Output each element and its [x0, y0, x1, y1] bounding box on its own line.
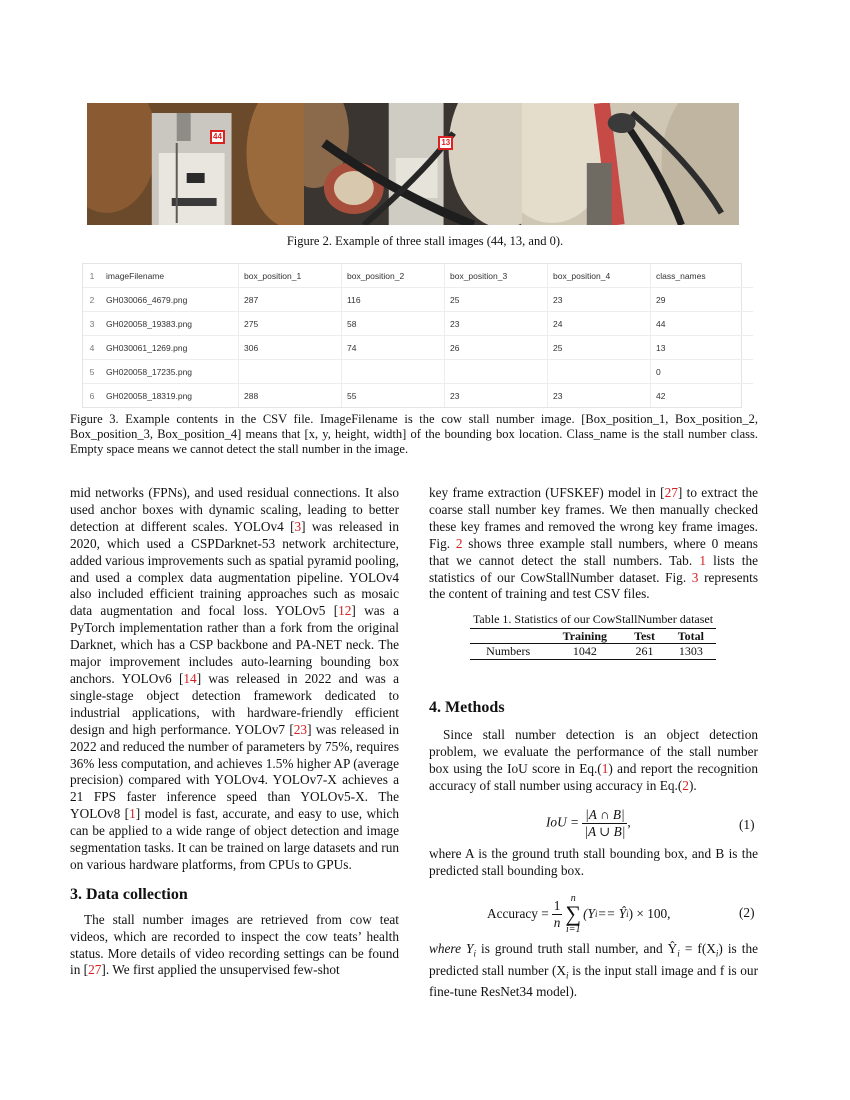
fraction-denominator: n [553, 914, 561, 930]
csv-cell: 288 [239, 384, 342, 408]
table-row [470, 644, 716, 660]
equation-lhs: Accuracy = [487, 906, 549, 921]
table-ref-link[interactable]: 1 [699, 552, 706, 568]
sum-upper: n [570, 893, 576, 904]
equation-number: (1) [739, 817, 755, 832]
equation-ref-link[interactable]: 2 [682, 777, 689, 793]
text-run: represents the content of training and test CSV files. [429, 569, 758, 602]
csv-cell: box_position_1 [239, 264, 342, 288]
csv-cell: 24 [548, 312, 651, 336]
table-header: Training [562, 629, 608, 643]
csv-row [83, 288, 753, 312]
equation-body: ) × 100, [628, 906, 671, 921]
csv-cell: 13 [651, 336, 754, 360]
csv-line-number: 5 [83, 360, 101, 384]
table-cell: 1303 [678, 644, 703, 658]
citation-link[interactable]: 3 [294, 518, 302, 534]
csv-cell: GH030066_4679.png [101, 288, 239, 312]
text-run: Since stall number detection is an object detection problem, we evaluate the performance of the stall number box using the IoU score in Eq.( [429, 726, 758, 776]
section-heading-methods: 4. Methods [429, 699, 505, 716]
figure-2-caption: Figure 2. Example of three stall images (44, 13, and 0). [286, 234, 564, 248]
csv-cell: 42 [656, 390, 666, 401]
stall-photo-graphic [522, 103, 739, 225]
text-run: is the input stall image and f is our fine-tune ResNet34 model). [429, 962, 758, 1000]
figure-3-caption: Figure 3. Example contents in the CSV file. ImageFilename is the cow stall number image. [Box_position_1, Box_position_2, Box_position_3, Box_position_4] means that [x, y, height, width] of the bounding box location. Class_name is the stall number class. Empty space means we cannot detect the stall number in the image. [70, 412, 758, 456]
csv-cell: class_names [651, 264, 754, 288]
equation-body: == Ŷ [597, 906, 627, 921]
paragraph-yolo-history [70, 485, 399, 874]
citation-link[interactable]: 1 [129, 806, 136, 822]
csv-line-number: 4 [83, 336, 101, 360]
csv-cell: 44 [651, 312, 754, 336]
csv-row [83, 384, 753, 408]
equation-fraction [582, 807, 627, 840]
csv-cell: box_position_2 [342, 264, 445, 288]
equation-1: IoU = $\frac{|A \cap B|}{|A \cup B|}$ , [546, 807, 631, 839]
table-header: Test [634, 629, 655, 643]
text-run: mid networks (FPNs), and used residual connections. It also used anchor boxes with dynamic scaling, leading to better detection at different scales. YOLOv4 [ [70, 485, 399, 534]
text-run: ] was released in 2022 and reduced the number of parameters by 75%, requires 36% less computation, and achieves 1.5% higher AP (average precision) compared with YOLOv4. YOLOv7-X achieves a 21 FPS faster inference speed than YOLOv5-X. The YOLOv8 [ [70, 721, 399, 822]
csv-cell: 23 [548, 384, 651, 408]
equation-fraction [552, 898, 563, 931]
statistics-table [470, 612, 716, 660]
equation-body: (Y [583, 906, 595, 921]
csv-cell: box_position_3 [445, 264, 548, 288]
paragraph-data-collection [70, 912, 399, 980]
section-heading-data-collection: 3. Data collection [70, 885, 188, 903]
stall-image-0 [522, 103, 739, 225]
row-label: Numbers [486, 644, 531, 658]
csv-cell: GH020058_17235.png [101, 360, 239, 384]
figure-ref-link[interactable]: 2 [455, 535, 463, 551]
text-run: lists the statistics of our CowStallNumber dataset. Fig. [429, 552, 758, 585]
csv-cell: GH020058_19383.png [101, 312, 239, 336]
csv-cell: 116 [342, 288, 445, 312]
text-run: where Y [429, 941, 474, 956]
text-run: ] was a PyTorch implementation rather than a fork from the original Darknet, which has a CSP backbone and PA-NET neck. The major improvement includes auto-learning bounding box anchors. YOLOv6 [ [70, 603, 399, 686]
text-run: shows three example stall numbers, where 0 means that we cannot detect the stall numbers. Tab. [429, 535, 758, 568]
csv-cell [548, 360, 651, 384]
text-run: key frame extraction (UFSKEF) model in [ [429, 485, 665, 500]
equation-number: (2) [739, 905, 755, 920]
table-cell: 1042 [572, 644, 597, 658]
text-run: ). [688, 777, 697, 793]
csv-cell: 55 [342, 384, 445, 408]
citation-link[interactable]: 12 [338, 603, 352, 619]
csv-cell [445, 360, 548, 384]
csv-cell: 287 [239, 288, 342, 312]
sigma-icon: ∑ [565, 901, 582, 926]
csv-cell: GH030061_1269.png [101, 336, 239, 360]
csv-cell [342, 360, 445, 384]
csv-cell: imageFilename [101, 264, 239, 288]
table-cell: 261 [635, 644, 654, 658]
csv-line-number: 1 [83, 264, 101, 288]
paragraph-where-a: where A is the ground truth stall bounding box, and B is the predicted stall bounding box. [429, 846, 758, 878]
csv-cell: 23 [548, 288, 651, 312]
csv-row [83, 312, 753, 336]
methods-section [429, 700, 758, 795]
table-caption: Table 1. Statistics of our CowStallNumber dataset [472, 612, 714, 626]
csv-cell [239, 360, 342, 384]
csv-header-row [83, 264, 753, 288]
figure-ref-link[interactable]: 3 [691, 569, 699, 585]
right-column [429, 485, 758, 603]
text-run: The stall number images are retrieved from cow teat videos, which are recorded to inspect the cow teats’ health status. More details of video recording settings can be found in [ [70, 911, 399, 978]
figure-2-images [87, 103, 739, 225]
left-column [70, 485, 399, 979]
csv-cell: 275 [239, 312, 342, 336]
stall-image-44 [87, 103, 304, 225]
text-run: ] to extract the coarse stall number key frames. We then manually checked these key frames and removed the wrong key frame images. Fig. [429, 485, 758, 551]
text-run: ) is the predicted stall number (X [429, 941, 758, 978]
equation-lhs: IoU = [546, 814, 579, 830]
table-header: Total [677, 629, 704, 643]
citation-link[interactable]: 14 [183, 670, 197, 686]
text-run: is ground truth stall number, and Ŷ [475, 941, 678, 956]
text-run: ] was released in 2022 and was a single-stage object detection framework dedicated to industrial applications, with hardware-friendly efficient design and high performance. YOLOv7 [ [70, 670, 399, 737]
csv-cell: 25 [445, 288, 548, 312]
equation-2: Accuracy = $\frac{1}{n}$ n ∑ i=1 (Y i == Ŷ i ) × 100, [487, 893, 671, 935]
text-run: ) and report the recognition accuracy of stall number using accuracy in Eq.( [429, 760, 758, 793]
paragraph-where-y: where $Y_i$ is ground truth stall number, and $Ŷ_i = f(X_i)$ is the predicted stall number ($X_i$ is the input stall image and f is our fine-tune ResNet34 model). [429, 941, 758, 1000]
csv-cell: 306 [239, 336, 342, 360]
csv-row [83, 336, 753, 360]
sum-lower: i=1 [566, 924, 581, 935]
citation-link[interactable]: 27 [664, 485, 678, 500]
fraction-numerator: |A ∩ B| [582, 807, 627, 824]
csv-cell: 29 [651, 288, 754, 312]
citation-link[interactable]: 27 [88, 962, 102, 978]
paragraph-key-frames [429, 485, 758, 603]
equation-ref-link[interactable]: 1 [601, 760, 609, 776]
fraction-numerator: 1 [553, 897, 561, 913]
csv-cell: 26 [445, 336, 548, 360]
text-run: ]. We first applied the unsupervised few-shot [101, 962, 340, 978]
csv-line-number: 3 [83, 312, 101, 336]
summation [565, 893, 581, 935]
text-run: = f(X [679, 941, 716, 956]
stall-photo-graphic [304, 103, 521, 225]
csv-cell: 25 [548, 336, 651, 360]
stall-number-tag: 44 [210, 130, 225, 144]
csv-cell: 23 [445, 312, 548, 336]
csv-cell: 74 [342, 336, 445, 360]
paragraph-methods [429, 727, 758, 795]
csv-cell: GH020058_18319.png [101, 384, 239, 408]
csv-line-number: 2 [83, 288, 101, 312]
csv-row [83, 360, 753, 384]
citation-link[interactable]: 23 [293, 721, 308, 737]
text-run: ] model is fast, accurate, and easy to use, which can be applied to a wide range of object detection and image segmentation tasks. It can be trained on large datasets and run on various hardware platforms, from CPUs to GPUs. [70, 806, 399, 872]
csv-example-table [82, 263, 742, 408]
fraction-denominator: |A ∪ B| [584, 824, 626, 839]
csv-cell: 0 [651, 360, 754, 384]
csv-line-number: 6 [89, 390, 95, 401]
table-header [470, 629, 546, 644]
csv-cell: 58 [342, 312, 445, 336]
csv-cell: 23 [445, 384, 548, 408]
stall-image-13 [304, 103, 521, 225]
stall-photo-graphic [87, 103, 304, 225]
text-run: ] was released in 2020, which used a CSPDarknet-53 network architecture, added various improvements such as spatial pyramid pooling, and used a complex data augmentation pipeline. YOLOv4 also included efficient training approaches such as mosaic data augmentation and focal loss. YOLOv5 [ [70, 518, 399, 619]
csv-cell: box_position_4 [548, 264, 651, 288]
stall-number-tag: 13 [438, 136, 453, 150]
